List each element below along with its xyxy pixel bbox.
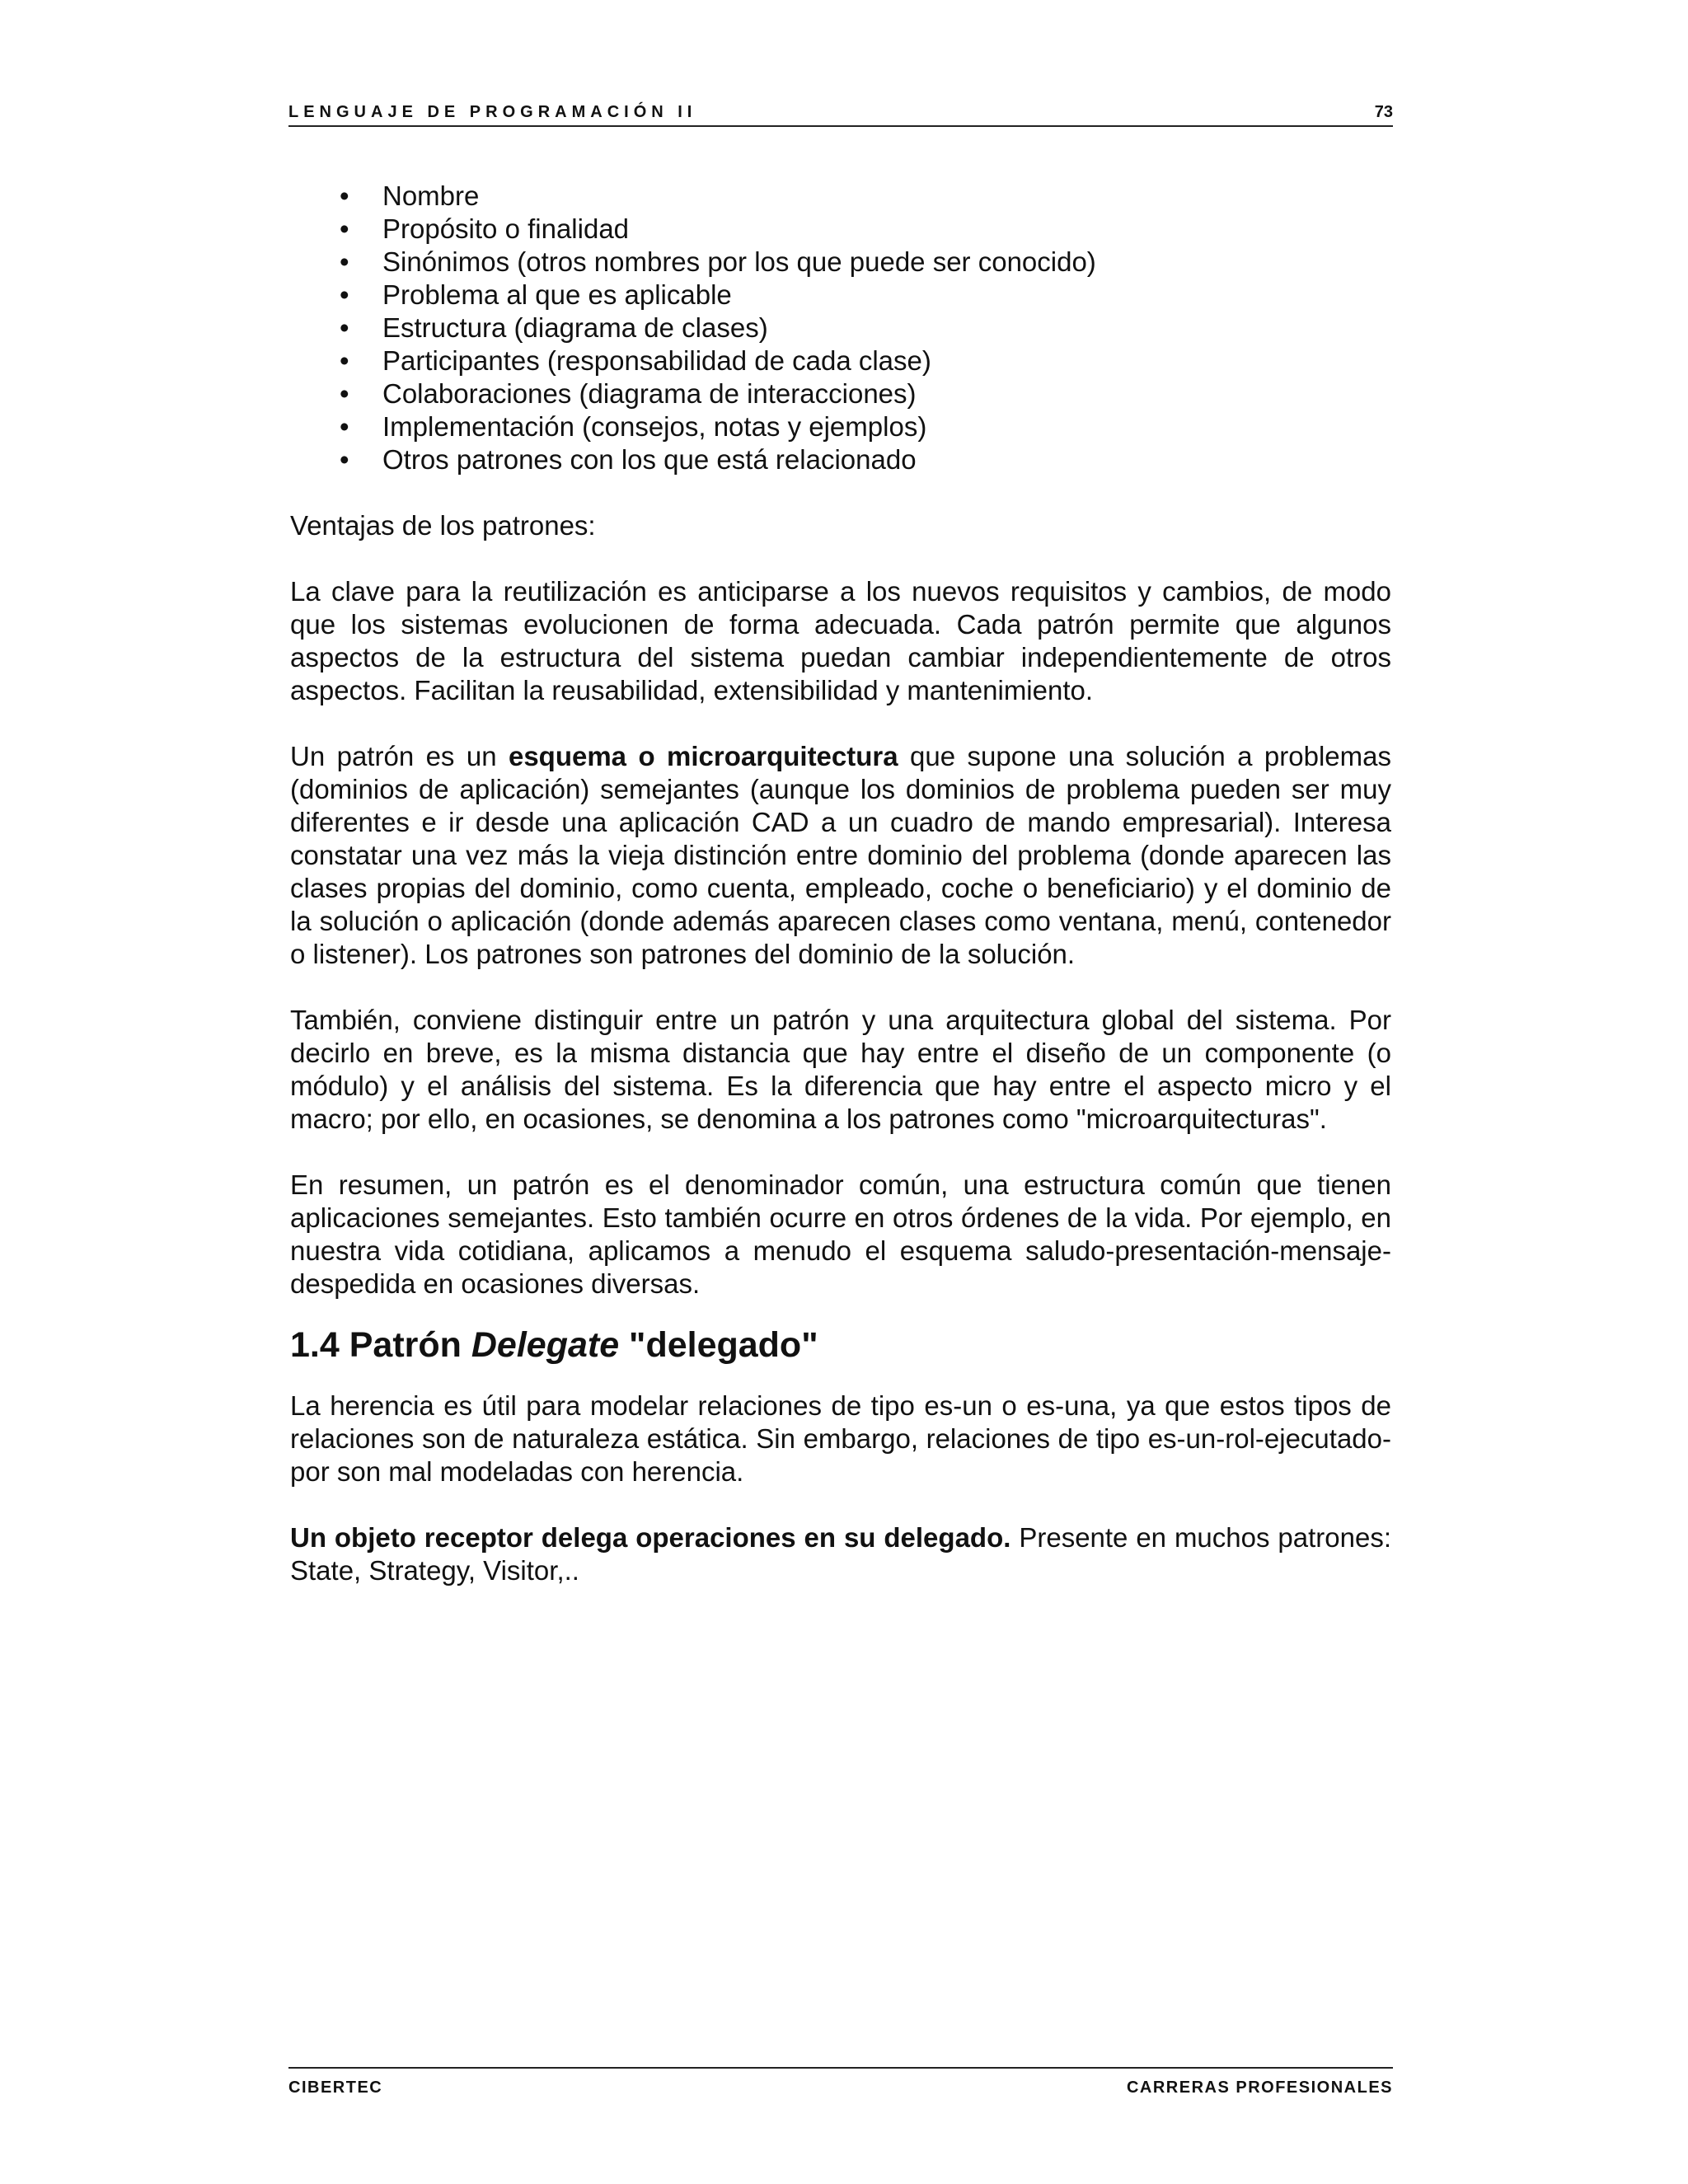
bullet-icon: • [340, 345, 349, 376]
bullet-icon: • [340, 279, 349, 310]
page-content [290, 180, 1391, 1587]
bullet-icon: • [340, 411, 349, 442]
bullet-icon: • [340, 312, 349, 343]
paragraph-inheritance: La herencia es útil para modelar relaciones de tipo es-un o es-una, ya que estos tipos de relaciones son de naturaleza estática. Sin embargo, relaciones de tipo es-un-rol-ejecutado-por son mal modeladas con herencia. [290, 1390, 1391, 1487]
paragraph-summary: En resumen, un patrón es el denominador común, una estructura común que tienen aplicaciones semejantes. Esto también ocurre en otros órdenes de la vida. Por ejemplo, en nuestra vida cotidiana, aplicamos a menudo el esquema saludo-presentación-mensaje-despedida en ocasiones diversas. [290, 1169, 1391, 1299]
list-item: • Estructura (diagrama de clases) [340, 312, 768, 343]
list-item: • Problema al que es aplicable [340, 279, 732, 310]
footer-left: CIBERTEC [288, 2079, 383, 2097]
emphasis-delegation: Un objeto receptor delega operaciones en su delegado. [290, 1522, 1011, 1553]
footer-right: CARRERAS PROFESIONALES [1126, 2079, 1393, 2097]
bullet-icon: • [340, 378, 349, 409]
header-title: LENGUAJE DE PROGRAMACIÓN II [288, 103, 697, 121]
page-footer [288, 2067, 1393, 2097]
list-item: • Implementación (consejos, notas y ejemplos) [340, 411, 927, 442]
bullet-icon: • [340, 246, 349, 277]
bullet-icon: • [340, 444, 349, 475]
list-item: • Propósito o finalidad [340, 213, 630, 244]
page-number: 73 [1374, 103, 1393, 121]
bullet-icon: • [340, 213, 349, 244]
emphasis-microarchitecture: esquema o microarquitectura [508, 741, 898, 771]
list-item: • Nombre [340, 180, 480, 211]
list-item: • Participantes (responsabilidad de cada clase) [340, 345, 931, 376]
section-heading: 1.4 Patrón Delegate "delegado" [290, 1325, 818, 1365]
paragraph-microarchitecture: Un patrón es un esquema o microarquitectura que supone una solución a problemas (dominios de aplicación) semejantes (aunque los dominios de problema pueden ser muy diferentes e ir desde una aplicación CAD a un cuadro de mando empresarial). Interesa constatar una vez más la vieja distinción entre dominio del problema (donde aparecen las clases propias del dominio, como cuenta, empleado, coche o beneficiario) y el dominio de la solución o aplicación (donde además aparecen clases como ventana, menú, contenedor o listener). Los patrones son patrones del dominio de la solución. [290, 741, 1391, 969]
paragraph-architecture: También, conviene distinguir entre un patrón y una arquitectura global del sistema. Por decirlo en breve, es la misma distancia que hay entre el diseño de un componente (o módulo) y el análisis del sistema. Es la diferencia que hay entre el aspecto micro y el macro; por ello, en ocasiones, se denomina a los patrones como "microarquitecturas". [290, 1005, 1391, 1134]
list-item: • Sinónimos (otros nombres por los que puede ser conocido) [340, 246, 1096, 277]
list-item: • Colaboraciones (diagrama de interacciones) [340, 378, 917, 409]
pattern-fields-list [290, 180, 1391, 476]
paragraph-delegation: Un objeto receptor delega operaciones en su delegado. Presente en muchos patrones: State, Strategy, Visitor,.. [290, 1522, 1391, 1586]
page-header [288, 92, 1393, 127]
advantages-label: Ventajas de los patrones: [290, 510, 596, 541]
list-item: • Otros patrones con los que está relacionado [340, 444, 917, 475]
paragraph-reuse: La clave para la reutilización es anticiparse a los nuevos requisitos y cambios, de modo que los sistemas evolucionen de forma adecuada. Cada patrón permite que algunos aspectos de la estructura del sistema puedan cambiar independientemente de otros aspectos. Facilitan la reusabilidad, extensibilidad y mantenimiento. [290, 576, 1391, 705]
bullet-icon: • [340, 180, 349, 211]
